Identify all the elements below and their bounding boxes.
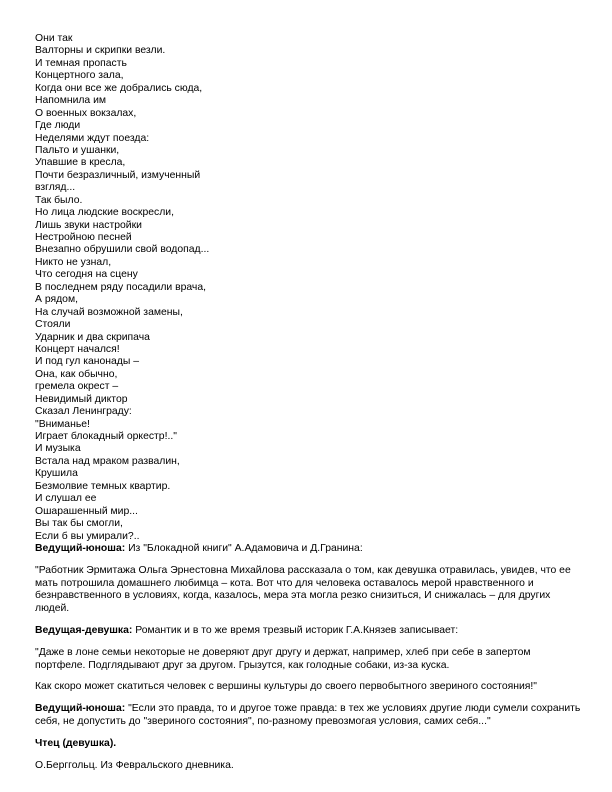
- poem-line: Концертного зала,: [35, 70, 124, 82]
- poem-line: Если б вы умирали?..: [35, 530, 140, 542]
- poem-line: Неделями ждут поезда:: [35, 132, 150, 144]
- poem-line: Лишь звуки настройки: [35, 219, 142, 231]
- poem-line: Они так: [35, 33, 73, 44]
- poem-line: Пальто и ушанки,: [35, 144, 120, 156]
- poem-block: [35, 33, 575, 543]
- poem-line: Безмолвие темных квартир.: [35, 480, 171, 492]
- poem-line: Почти безразличный, измученный: [35, 169, 201, 181]
- lead-text: Романтик и в то же время трезвый историк Г.А.Князев записывает:: [132, 624, 459, 636]
- poem-line: Ударник и два скрипача: [35, 331, 150, 343]
- poem-line: И музыка: [35, 443, 81, 455]
- poem-line: Крушила: [35, 468, 78, 480]
- poem-line: Когда они все же добрались сюда,: [35, 82, 203, 94]
- poem-line: взгляд...: [35, 182, 76, 194]
- poem-line: Играет блокадный оркестр!..": [35, 431, 177, 442]
- poem-line: И слушал ее: [35, 493, 97, 505]
- poem-line: Встала над мраком развалин,: [35, 455, 180, 467]
- poem-line: Сказал Ленинграду:: [35, 406, 132, 418]
- speaker-label: Ведущая-девушка:: [35, 624, 133, 636]
- prose-block: [35, 543, 583, 772]
- quote-paragraph-1: "Работник Эрмитажа Ольга Эрнестовна Михайлова рассказала о том, как девушка отравилась, увидев, что ее мать потрошила домашнего любимца – кота. Вот что для человека оставалось мерой нравственного и безнравственного в условиях, когда, казалось, мера эта могла резко снизиться, И снижалась – для других людей.: [35, 564, 571, 615]
- lead-paragraph-3: [35, 703, 583, 729]
- poem-line: Упавшие в кресла,: [35, 157, 126, 169]
- poem-line: Вы так бы смогли,: [35, 518, 123, 530]
- poem-line: А рядом,: [35, 294, 78, 306]
- poem-line: Ошарашенный мир...: [35, 505, 138, 517]
- poem-line: Стояли: [35, 319, 71, 331]
- poem-line: Валторны и скрипки везли.: [35, 45, 166, 57]
- lead-paragraph-1: [35, 543, 583, 556]
- poem-line: О военных вокзалах,: [35, 107, 137, 119]
- poem-line: Она, как обычно,: [35, 368, 118, 380]
- speaker-label: Ведущий-юноша:: [35, 703, 126, 715]
- poem-line: Никто не узнал,: [35, 256, 112, 268]
- quote-paragraph-2: "Даже в лоне семьи некоторые не доверяют друг другу и держат, например, хлеб при себе в запертом портфеле. Подглядывают друг за другом. Грызутся, как голодные собаки, из-за куска.: [35, 646, 531, 671]
- poem-line: Так было.: [35, 194, 83, 206]
- poem-line: На случай возможной замены,: [35, 306, 183, 318]
- poem-line: Внезапно обрушили свой водопад...: [35, 244, 210, 256]
- diary-line: О.Берггольц. Из Февральского дневника.: [35, 759, 234, 771]
- poem-line: Невидимый диктор: [35, 393, 128, 405]
- poem-line: Нестройною песней: [35, 232, 132, 243]
- poem-line: И темная пропасть: [35, 57, 127, 69]
- poem-line: гремела окрест –: [35, 381, 119, 393]
- poem-line: Где люди: [35, 120, 81, 132]
- lead-text: "Если это правда, то и другое тоже правда: в тех же условиях другие люди сумели сохранить себя, не допустить до "звериного состояния", по-разному превозмогая условия, самих себя...": [35, 703, 581, 727]
- poem-line: "Вниманье!: [35, 418, 90, 430]
- quote-paragraph-3: Как скоро может скатиться человек с вершины культуры до своего первобытного звериного состояния!": [35, 681, 537, 693]
- poem-line: Концерт начался!: [35, 343, 120, 355]
- speaker-label: Ведущий-юноша:: [35, 543, 126, 554]
- poem-line: И под гул канонады –: [35, 356, 139, 368]
- poem-line: Но лица людские воскресли,: [35, 207, 174, 219]
- lead-paragraph-2: [35, 625, 583, 638]
- poem-line: Напомнила им: [35, 95, 107, 107]
- poem-line: В последнем ряду посадили врача,: [35, 281, 207, 293]
- lead-text: Из "Блокадной книги" А.Адамовича и Д.Гранина:: [125, 543, 363, 554]
- poem-line: Что сегодня на сцену: [35, 269, 138, 281]
- reader-label: Чтец (девушка).: [35, 737, 117, 749]
